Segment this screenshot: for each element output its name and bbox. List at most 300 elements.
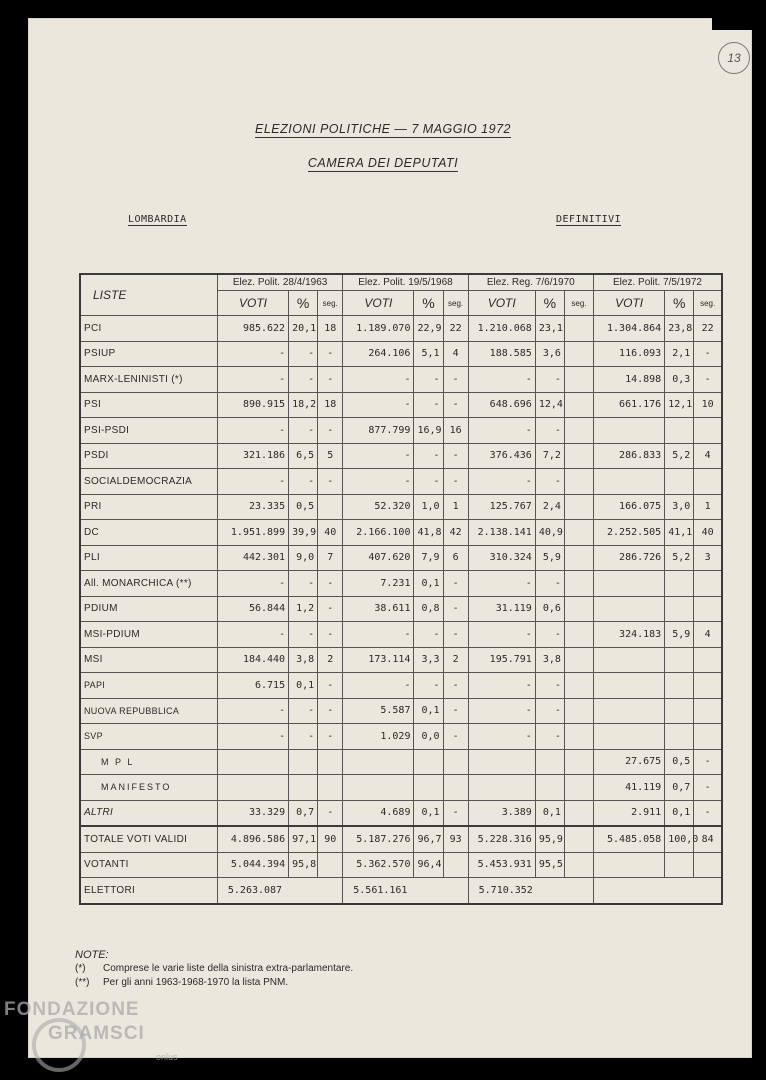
votes-cell: 125.767 — [468, 494, 535, 520]
period-header: Elez. Polit. 19/5/1968 — [343, 274, 468, 291]
pct-cell: 1,0 — [414, 494, 443, 520]
pct-cell — [665, 418, 694, 444]
pct-cell: 0,1 — [414, 571, 443, 597]
votes-cell: - — [468, 724, 535, 750]
seats-cell: 40 — [694, 520, 722, 546]
pct-cell: 6,5 — [289, 443, 318, 469]
pct-cell — [665, 596, 694, 622]
votes-cell: 184.440 — [217, 647, 288, 673]
seats-cell: - — [443, 392, 468, 418]
seats-cell — [564, 443, 593, 469]
table-row — [80, 673, 722, 699]
party-label: PSI — [80, 392, 217, 418]
table-row — [80, 800, 722, 826]
votes-cell: - — [217, 469, 288, 495]
party-label: ELETTORI — [80, 878, 217, 904]
votes-cell: 188.585 — [468, 341, 535, 367]
seats-cell: 93 — [443, 826, 468, 852]
table-row — [80, 494, 722, 520]
seats-cell: 10 — [694, 392, 722, 418]
pct-cell — [665, 469, 694, 495]
votes-cell — [594, 673, 665, 699]
pct-cell: - — [289, 341, 318, 367]
votes-cell: 286.833 — [594, 443, 665, 469]
seats-header: seg. — [694, 291, 722, 316]
votes-cell: - — [343, 622, 414, 648]
seats-cell — [564, 673, 593, 699]
table-row — [80, 749, 722, 775]
seats-cell: 7 — [318, 545, 343, 571]
votes-cell: - — [343, 392, 414, 418]
seats-cell: - — [318, 469, 343, 495]
votes-cell: - — [468, 469, 535, 495]
title-text: ELEZIONI POLITICHE — 7 MAGGIO 1972 — [255, 122, 511, 136]
votes-cell: - — [468, 367, 535, 393]
pct-cell — [665, 571, 694, 597]
votes-cell: - — [217, 571, 288, 597]
party-label: MARX-LENINISTI (*) — [80, 367, 217, 393]
seats-cell — [694, 724, 722, 750]
votes-cell — [217, 749, 288, 775]
pct-cell: 16,9 — [414, 418, 443, 444]
watermark-sub: onlus — [156, 1052, 178, 1062]
pct-cell: 95,5 — [535, 852, 564, 878]
party-label: ALTRI — [80, 800, 217, 826]
votes-cell: 877.799 — [343, 418, 414, 444]
seats-cell: - — [443, 724, 468, 750]
table-row — [80, 622, 722, 648]
pct-cell: 39,9 — [289, 520, 318, 546]
party-label: PLI — [80, 545, 217, 571]
votes-header: VOTI — [594, 291, 665, 316]
pct-cell: 0,5 — [289, 494, 318, 520]
seats-cell — [564, 622, 593, 648]
pct-header: % — [289, 291, 318, 316]
pct-cell: 5,9 — [535, 545, 564, 571]
period-header: Elez. Reg. 7/6/1970 — [468, 274, 593, 291]
pct-cell: 0,1 — [289, 673, 318, 699]
votes-cell: - — [343, 443, 414, 469]
seats-cell: - — [443, 622, 468, 648]
party-label: SVP — [80, 724, 217, 750]
electors-cell: 5.263.087 — [217, 878, 342, 904]
pct-cell: - — [414, 673, 443, 699]
votes-cell: 14.898 — [594, 367, 665, 393]
votes-cell: 2.911 — [594, 800, 665, 826]
notes — [75, 948, 353, 990]
seats-cell: - — [443, 698, 468, 724]
pct-cell: - — [535, 724, 564, 750]
seats-cell — [318, 852, 343, 878]
pct-cell: 23,8 — [665, 316, 694, 342]
pct-cell: - — [535, 418, 564, 444]
pct-cell: 0,1 — [414, 698, 443, 724]
votes-cell: 173.114 — [343, 647, 414, 673]
seats-cell: 4 — [443, 341, 468, 367]
seats-cell: 6 — [443, 545, 468, 571]
pct-cell: - — [414, 367, 443, 393]
table-row — [80, 367, 722, 393]
votes-cell: 5.044.394 — [217, 852, 288, 878]
votes-cell — [594, 852, 665, 878]
votes-cell: 1.951.899 — [217, 520, 288, 546]
table-row — [80, 852, 722, 878]
votes-cell: - — [217, 367, 288, 393]
seats-cell: - — [443, 367, 468, 393]
seats-cell — [318, 494, 343, 520]
pct-cell: - — [535, 673, 564, 699]
pct-cell: 3,8 — [289, 647, 318, 673]
votes-cell: 41.119 — [594, 775, 665, 801]
pct-cell: - — [535, 698, 564, 724]
pct-cell — [535, 749, 564, 775]
seats-cell: - — [318, 800, 343, 826]
pct-cell: - — [289, 622, 318, 648]
results-body — [80, 316, 722, 904]
seats-cell — [694, 469, 722, 495]
votes-cell — [343, 775, 414, 801]
votes-cell: 2.138.141 — [468, 520, 535, 546]
votes-cell: 5.485.058 — [594, 826, 665, 852]
votes-cell: 442.301 — [217, 545, 288, 571]
seats-cell — [318, 749, 343, 775]
seats-cell — [564, 367, 593, 393]
votes-cell: 324.183 — [594, 622, 665, 648]
table-row — [80, 316, 722, 342]
seats-cell: - — [443, 571, 468, 597]
votes-cell — [594, 724, 665, 750]
seats-cell: 90 — [318, 826, 343, 852]
votes-cell: 1.029 — [343, 724, 414, 750]
votes-cell: 985.622 — [217, 316, 288, 342]
votes-cell — [468, 775, 535, 801]
votes-cell: 890.915 — [217, 392, 288, 418]
pct-cell — [665, 724, 694, 750]
votes-cell: 27.675 — [594, 749, 665, 775]
seats-cell — [564, 545, 593, 571]
seats-cell: 1 — [443, 494, 468, 520]
pct-cell: - — [289, 469, 318, 495]
table-row — [80, 392, 722, 418]
pct-cell: 12,1 — [665, 392, 694, 418]
pct-cell: 41,1 — [665, 520, 694, 546]
votes-header: VOTI — [468, 291, 535, 316]
pct-cell: 95,9 — [535, 826, 564, 852]
seats-cell: - — [694, 775, 722, 801]
votes-cell: 1.304.864 — [594, 316, 665, 342]
pct-cell: 12,4 — [535, 392, 564, 418]
party-label: PSIUP — [80, 341, 217, 367]
pct-cell: 0,8 — [414, 596, 443, 622]
votes-cell — [594, 596, 665, 622]
pct-cell: 22,9 — [414, 316, 443, 342]
pct-cell: 3,0 — [665, 494, 694, 520]
seats-cell: 40 — [318, 520, 343, 546]
votes-cell: - — [343, 367, 414, 393]
votes-cell: - — [217, 341, 288, 367]
pct-cell: 96,4 — [414, 852, 443, 878]
pct-cell: 3,6 — [535, 341, 564, 367]
votes-cell — [217, 775, 288, 801]
pct-cell: 0,1 — [414, 800, 443, 826]
votes-cell: 166.075 — [594, 494, 665, 520]
seats-cell — [694, 852, 722, 878]
seats-cell: 2 — [443, 647, 468, 673]
party-label: SOCIALDEMOCRAZIA — [80, 469, 217, 495]
votes-cell: - — [217, 724, 288, 750]
pct-cell: 3,3 — [414, 647, 443, 673]
pct-cell: 2,4 — [535, 494, 564, 520]
seats-cell — [564, 647, 593, 673]
pct-cell: 18,2 — [289, 392, 318, 418]
seats-cell — [564, 316, 593, 342]
seats-cell: 4 — [694, 443, 722, 469]
pct-cell: - — [414, 469, 443, 495]
pct-cell: 97,1 — [289, 826, 318, 852]
status-label: DEFINITIVI — [556, 214, 622, 225]
watermark-line2: GRAMSCI — [48, 1023, 145, 1044]
votes-cell — [594, 469, 665, 495]
votes-cell: 6.715 — [217, 673, 288, 699]
votes-cell: - — [217, 622, 288, 648]
pct-cell — [289, 775, 318, 801]
seats-cell — [318, 775, 343, 801]
document-subtitle — [0, 156, 766, 170]
votes-cell: 23.335 — [217, 494, 288, 520]
votes-cell: 5.453.931 — [468, 852, 535, 878]
seats-cell: - — [443, 469, 468, 495]
votes-cell — [594, 698, 665, 724]
party-label: PDIUM — [80, 596, 217, 622]
pct-cell: 0,0 — [414, 724, 443, 750]
subtitle-text: CAMERA DEI DEPUTATI — [307, 156, 459, 170]
seats-cell: 84 — [694, 826, 722, 852]
seats-cell — [564, 749, 593, 775]
electors-cell: 5.561.161 — [343, 878, 468, 904]
electors-cell: 5.710.352 — [468, 878, 593, 904]
pct-cell: 5,9 — [665, 622, 694, 648]
pct-cell: 23,1 — [535, 316, 564, 342]
pct-cell: - — [535, 571, 564, 597]
votes-cell — [594, 418, 665, 444]
pct-cell: 9,0 — [289, 545, 318, 571]
pct-cell: 0,5 — [665, 749, 694, 775]
seats-cell: - — [443, 673, 468, 699]
votes-cell: 33.329 — [217, 800, 288, 826]
seats-cell: 5 — [318, 443, 343, 469]
seats-cell: 18 — [318, 316, 343, 342]
votes-cell: 4.896.586 — [217, 826, 288, 852]
votes-cell: 321.186 — [217, 443, 288, 469]
votes-cell — [594, 647, 665, 673]
seats-cell: - — [318, 673, 343, 699]
table-row — [80, 520, 722, 546]
pct-cell: 3,8 — [535, 647, 564, 673]
pct-cell: 96,7 — [414, 826, 443, 852]
seats-cell: 2 — [318, 647, 343, 673]
seats-cell: 18 — [318, 392, 343, 418]
votes-cell: 1.189.070 — [343, 316, 414, 342]
votes-cell: 38.611 — [343, 596, 414, 622]
votes-cell: - — [468, 622, 535, 648]
pct-cell — [414, 749, 443, 775]
votes-cell: 264.106 — [343, 341, 414, 367]
votes-cell: 2.252.505 — [594, 520, 665, 546]
votes-cell: 407.620 — [343, 545, 414, 571]
pct-cell: 41,8 — [414, 520, 443, 546]
party-label: VOTANTI — [80, 852, 217, 878]
document-title — [0, 122, 766, 136]
pct-cell: - — [414, 443, 443, 469]
seats-cell — [564, 341, 593, 367]
seats-cell: 22 — [694, 316, 722, 342]
seats-cell: - — [318, 341, 343, 367]
seats-cell — [694, 418, 722, 444]
note-text: Comprese le varie liste della sinistra extra-parlamentare. — [103, 963, 354, 974]
pct-cell — [289, 749, 318, 775]
seats-cell: 22 — [443, 316, 468, 342]
votes-cell: 376.436 — [468, 443, 535, 469]
pct-cell: 100,0 — [665, 826, 694, 852]
seats-cell — [564, 520, 593, 546]
votes-cell: - — [468, 418, 535, 444]
seats-cell — [564, 596, 593, 622]
table-row — [80, 571, 722, 597]
seats-cell — [694, 596, 722, 622]
note-text: Per gli anni 1963-1968-1970 la lista PNM. — [103, 977, 289, 988]
table-row — [80, 775, 722, 801]
party-label: NUOVA REPUBBLICA — [80, 698, 217, 724]
pct-cell: - — [535, 367, 564, 393]
pct-cell: - — [535, 622, 564, 648]
page-number: 13 — [718, 42, 750, 74]
votes-cell: 7.231 — [343, 571, 414, 597]
seats-cell — [564, 392, 593, 418]
votes-cell: 648.696 — [468, 392, 535, 418]
pct-cell: 20,1 — [289, 316, 318, 342]
seats-cell — [564, 826, 593, 852]
pct-cell: - — [535, 469, 564, 495]
votes-cell — [343, 749, 414, 775]
seats-cell: - — [694, 367, 722, 393]
pct-header: % — [665, 291, 694, 316]
pct-cell — [665, 852, 694, 878]
votes-cell: 52.320 — [343, 494, 414, 520]
party-label: MSI — [80, 647, 217, 673]
seats-cell: 4 — [694, 622, 722, 648]
seats-cell: - — [694, 800, 722, 826]
table-row — [80, 878, 722, 904]
note-mark: (**) — [75, 977, 90, 988]
seats-cell: 3 — [694, 545, 722, 571]
period-header: Elez. Polit. 7/5/1972 — [594, 274, 723, 291]
votes-header: VOTI — [217, 291, 288, 316]
seats-cell — [564, 698, 593, 724]
party-label: PRI — [80, 494, 217, 520]
votes-cell: - — [468, 673, 535, 699]
votes-cell: - — [468, 571, 535, 597]
table-row — [80, 341, 722, 367]
seats-cell: - — [318, 724, 343, 750]
pct-cell: 0,6 — [535, 596, 564, 622]
pct-cell — [665, 673, 694, 699]
pct-cell: 0,1 — [665, 800, 694, 826]
pct-cell: 0,1 — [535, 800, 564, 826]
pct-cell: - — [414, 392, 443, 418]
votes-cell: 31.119 — [468, 596, 535, 622]
seats-cell: - — [694, 749, 722, 775]
votes-cell: 5.187.276 — [343, 826, 414, 852]
electors-cell — [594, 878, 723, 904]
seats-cell — [564, 571, 593, 597]
note-item — [75, 976, 353, 990]
pct-cell: 5,2 — [665, 443, 694, 469]
pct-cell: 95,8 — [289, 852, 318, 878]
pct-cell: 7,2 — [535, 443, 564, 469]
party-label: MSI-PDIUM — [80, 622, 217, 648]
table-row — [80, 698, 722, 724]
period-header: Elez. Polit. 28/4/1963 — [217, 274, 342, 291]
seats-cell: 42 — [443, 520, 468, 546]
table-row — [80, 826, 722, 852]
results-table — [79, 273, 723, 905]
table-row — [80, 545, 722, 571]
seats-cell: - — [694, 341, 722, 367]
votes-cell — [468, 749, 535, 775]
votes-cell: 3.389 — [468, 800, 535, 826]
votes-cell: - — [217, 698, 288, 724]
votes-cell: 310.324 — [468, 545, 535, 571]
pct-cell: 40,9 — [535, 520, 564, 546]
votes-cell: - — [468, 698, 535, 724]
seats-cell — [564, 469, 593, 495]
seats-cell: - — [318, 571, 343, 597]
party-label: PSI-PSDI — [80, 418, 217, 444]
region-label: LOMBARDIA — [128, 214, 187, 225]
votes-cell: 4.689 — [343, 800, 414, 826]
note-mark: (*) — [75, 963, 86, 974]
list-header: LISTE — [80, 274, 217, 316]
seats-cell — [564, 800, 593, 826]
seats-cell — [694, 571, 722, 597]
seats-cell — [443, 852, 468, 878]
pct-cell: - — [289, 418, 318, 444]
pct-cell: - — [289, 698, 318, 724]
votes-cell: 5.228.316 — [468, 826, 535, 852]
seats-cell: - — [318, 698, 343, 724]
seats-cell: - — [318, 622, 343, 648]
votes-cell: 286.726 — [594, 545, 665, 571]
pct-cell — [535, 775, 564, 801]
pct-cell: 0,7 — [665, 775, 694, 801]
seats-cell — [443, 749, 468, 775]
votes-cell: 2.166.100 — [343, 520, 414, 546]
pct-cell: 2,1 — [665, 341, 694, 367]
pct-cell: 0,3 — [665, 367, 694, 393]
party-label: MANIFESTO — [80, 775, 217, 801]
table-row — [80, 443, 722, 469]
votes-cell — [594, 571, 665, 597]
notes-heading: NOTE: — [75, 949, 109, 961]
pct-cell: 5,2 — [665, 545, 694, 571]
seats-cell — [443, 775, 468, 801]
votes-cell: 1.210.068 — [468, 316, 535, 342]
seats-cell: - — [443, 596, 468, 622]
pct-cell: 0,7 — [289, 800, 318, 826]
party-label: PAPI — [80, 673, 217, 699]
seats-header: seg. — [443, 291, 468, 316]
votes-cell: - — [343, 469, 414, 495]
